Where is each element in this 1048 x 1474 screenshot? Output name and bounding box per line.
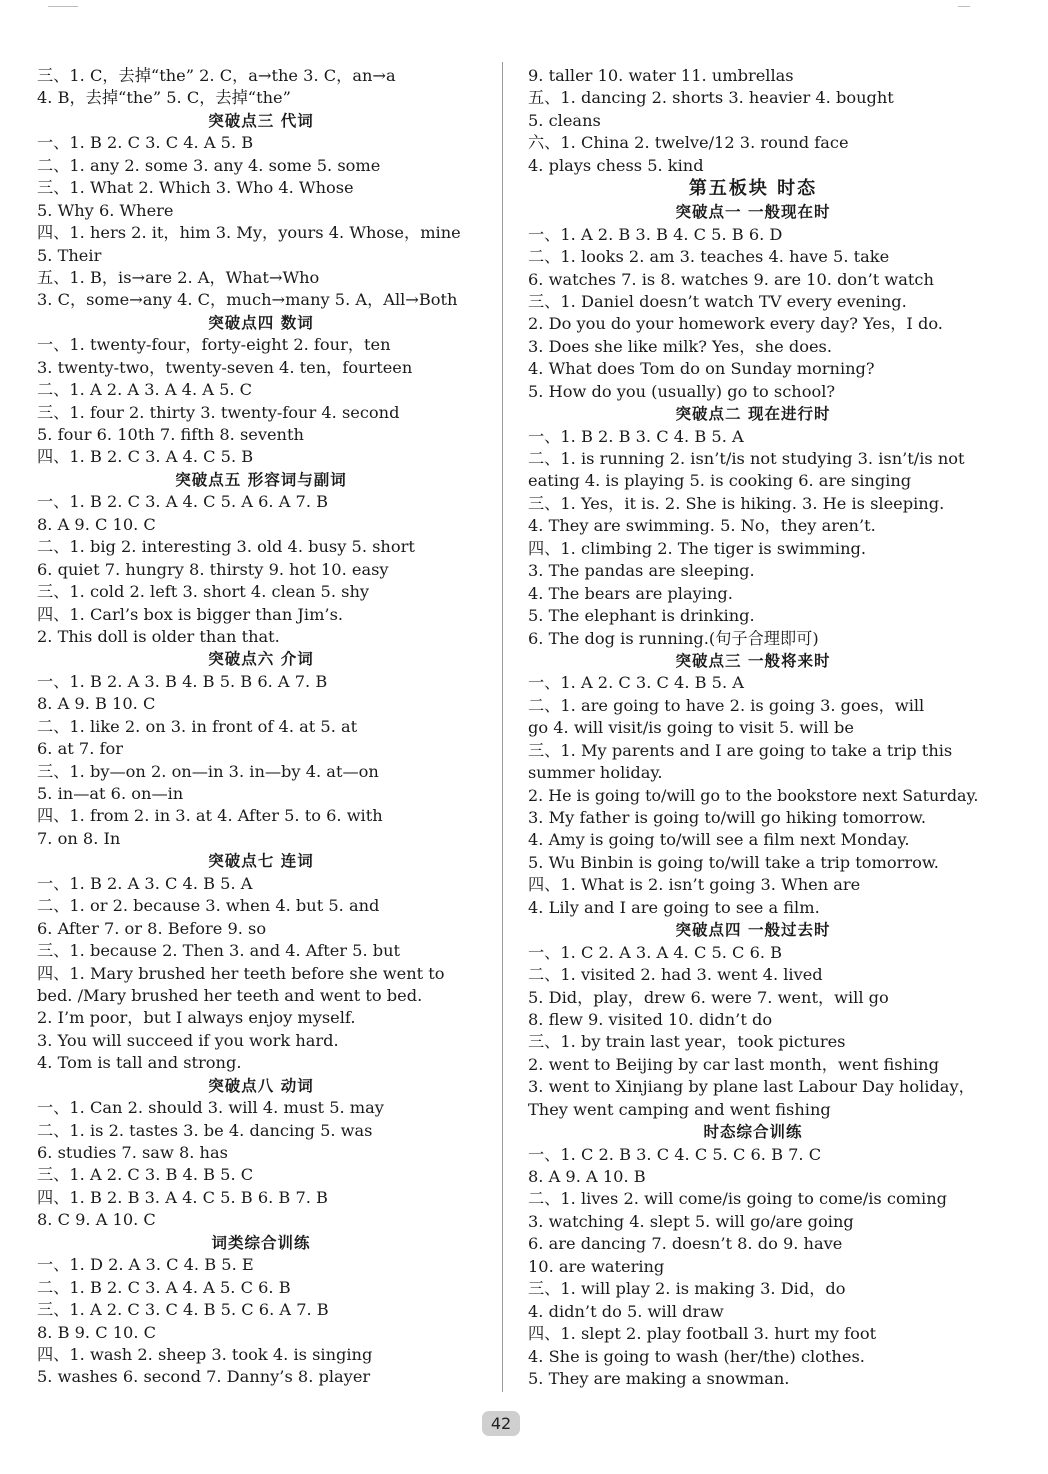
right-answer-line: 4. She is going to wash (her/the) clothes. [528,1346,865,1366]
left-answer-line: 2. I’m poor，but I always enjoy myself. [37,1008,356,1028]
section-heading: 突破点七 连词 [208,852,314,871]
section-heading: 突破点一 一般现在时 [675,203,831,222]
right-answer-line: 三、1. will play 2. is making 3. Did，do [528,1279,846,1299]
right-answer-line: 三、1. My parents and I are going to take a trip this [528,740,953,760]
section-heading: 突破点三 代词 [208,111,314,130]
right-answer-line: 一、1. A 2. C 3. C 4. B 5. A [528,673,744,693]
left-answer-line: 二、1. any 2. some 3. any 4. some 5. some [37,155,381,175]
right-answer-line: 9. taller 10. water 11. umbrellas [528,66,794,85]
right-answer-line: 6. The dog is running.(句子合理即可) [528,628,819,648]
section-heading: 突破点四 一般过去时 [675,921,831,940]
right-answer-line: 3. watching 4. slept 5. will go/are going [528,1211,854,1231]
left-answer-line: 三、1. A 2. C 3. C 4. B 5. C 6. A 7. B [37,1300,329,1320]
left-answer-line: 三、1. C，去掉“the” 2. C，a→the 3. C，an→a [37,66,396,85]
column-divider [502,62,503,1392]
top-right-rule [958,6,970,7]
left-answer-line: 一、1. B 2. C 3. C 4. A 5. B [37,133,254,153]
right-answer-line: 一、1. C 2. A 3. A 4. C 5. C 6. B [528,942,783,962]
left-answer-line: 4. Tom is tall and strong. [37,1053,242,1073]
right-answer-line: 5. The elephant is drinking. [528,606,755,626]
left-answer-line: 5. Why 6. Where [37,200,174,220]
right-answer-line: 二、1. is running 2. isn’t/is not studying 3. isn’t/is not [528,449,965,468]
left-answer-line: 2. This doll is older than that. [37,626,280,646]
left-answer-line: 三、1. four 2. thirty 3. twenty-four 4. second [37,402,400,422]
left-answer-line: 一、1. B 2. A 3. B 4. B 5. B 6. A 7. B [37,671,328,691]
right-answer-line: 4. The bears are playing. [528,583,733,603]
left-answer-line: 一、1. B 2. A 3. C 4. B 5. A [37,873,253,893]
left-answer-line: 6. studies 7. saw 8. has [37,1143,228,1162]
left-answer-line: 8. A 9. B 10. C [37,694,156,714]
right-answer-line: 4. What does Tom do on Sunday morning? [528,359,875,379]
section-heading: 突破点二 现在进行时 [675,405,831,424]
left-answer-line: 3. twenty-two，twenty-seven 4. ten，fourteen [37,357,413,377]
right-answer-line: 一、1. B 2. B 3. C 4. B 5. A [528,426,744,446]
right-answer-line: 四、1. climbing 2. The tiger is swimming. [528,538,867,558]
answer-column-right [528,65,978,1390]
unit-heading: 第五板块 时态 [688,178,818,200]
page-number-badge: 42 [482,1411,520,1436]
right-answer-line: 2. went to Beijing by car last month，went fishing [528,1054,939,1074]
right-answer-line: 一、1. C 2. B 3. C 4. C 5. C 6. B 7. C [528,1144,822,1164]
right-answer-line: 5. cleans [528,110,601,130]
left-answer-line: 6. After 7. or 8. Before 9. so [37,918,267,938]
left-answer-line: 四、1. hers 2. it，him 3. My，yours 4. Whose，mine [37,223,461,243]
right-answer-line: 4. didn’t do 5. will draw [528,1301,724,1321]
right-answer-line: 2. Do you do your homework every day? Yes，I do. [528,314,943,334]
left-answer-line: 四、1. B 2. C 3. A 4. C 5. B [37,447,254,467]
section-heading: 突破点四 数词 [208,313,314,332]
section-heading: 突破点三 一般将来时 [675,651,831,670]
right-answer-line: 2. He is going to/will go to the bookstore next Saturday. [528,785,979,805]
left-answer-line: 5. four 6. 10th 7. fifth 8. seventh [37,425,304,444]
left-answer-line: 二、1. like 2. on 3. in front of 4. at 5. at [37,716,358,736]
left-answer-line: 三、1. What 2. Which 3. Who 4. Whose [37,178,354,198]
left-answer-line: 二、1. B 2. C 3. A 4. A 5. C 6. B [37,1277,291,1297]
section-heading: 突破点五 形容词与副词 [175,470,347,489]
left-answer-line: 三、1. cold 2. left 3. short 4. clean 5. shy [37,582,370,602]
right-answer-line: 五、1. dancing 2. shorts 3. heavier 4. bought [528,88,894,108]
left-answer-line: 8. C 9. A 10. C [37,1210,156,1230]
left-answer-line: 四、1. wash 2. sheep 3. took 4. is singing [37,1344,373,1364]
left-answer-line: 5. Their [37,245,102,265]
left-answer-line: bed. /Mary brushed her teeth and went to bed. [37,985,423,1005]
right-answer-line: 三、1. Daniel doesn’t watch TV every evening. [528,291,907,311]
left-answer-line: 8. B 9. C 10. C [37,1322,157,1342]
left-answer-line: 5. in—at 6. on—in [37,784,184,803]
right-answer-line: 4. Amy is going to/will see a film next Monday. [528,830,910,850]
answer-column-left [37,65,485,1389]
right-answer-line: 四、1. slept 2. play football 3. hurt my foot [528,1324,877,1344]
left-answer-line: 三、1. A 2. C 3. B 4. B 5. C [37,1165,254,1185]
right-answer-line: 4. plays chess 5. kind [528,155,704,175]
left-answer-line: 3. C，some→any 4. C，much→many 5. A，All→Both [37,290,458,310]
right-answer-line: 5. Did，play，drew 6. were 7. went，will go [528,987,889,1007]
left-answer-line: 四、1. from 2. in 3. at 4. After 5. to 6. with [37,806,383,826]
right-answer-line: 3. Does she like milk? Yes，she does. [528,336,832,356]
right-answer-line: 一、1. A 2. B 3. B 4. C 5. B 6. D [528,224,783,244]
right-answer-line: 5. How do you (usually) go to school? [528,381,836,401]
left-answer-line: 一、1. twenty-four，forty-eight 2. four，ten [37,335,391,355]
section-heading: 突破点六 介词 [208,650,314,669]
left-answer-line: 一、1. D 2. A 3. C 4. B 5. E [37,1255,254,1275]
right-answer-line: 8. flew 9. visited 10. didn’t do [528,1009,773,1029]
left-answer-line: 二、1. A 2. A 3. A 4. A 5. C [37,380,253,400]
right-answer-line: 8. A 9. A 10. B [528,1167,646,1186]
right-answer-line: 二、1. looks 2. am 3. teaches 4. have 5. take [528,247,890,267]
left-answer-line: 二、1. is 2. tastes 3. be 4. dancing 5. was [37,1120,373,1140]
right-answer-line: 二、1. are going to have 2. is going 3. goes，will [528,695,925,715]
right-answer-line: 二、1. visited 2. had 3. went 4. lived [528,965,823,985]
right-answer-line: 3. went to Xinjiang by plane last Labour Day holiday， [528,1077,975,1097]
right-answer-line: 6. watches 7. is 8. watches 9. are 10. don’t watch [528,269,934,289]
right-answer-line: 3. The pandas are sleeping. [528,561,755,581]
right-answer-line: 二、1. lives 2. will come/is going to come/is coming [528,1189,948,1209]
left-answer-line: 三、1. by—on 2. on—in 3. in—by 4. at—on [37,761,379,781]
right-answer-line: They went camping and went fishing [528,1099,831,1119]
right-answer-line: 4. They are swimming. 5. No，they aren’t. [528,516,876,536]
right-answer-line: 三、1. Yes，it is. 2. She is hiking. 3. He is sleeping. [528,493,945,513]
left-answer-line: 5. washes 6. second 7. Danny’s 8. player [37,1367,371,1387]
right-answer-line: 3. My father is going to/will go hiking tomorrow. [528,808,926,827]
right-answer-line: 三、1. by train last year，took pictures [528,1032,846,1052]
top-left-rule [48,6,78,7]
left-answer-line: 四、1. B 2. B 3. A 4. C 5. B 6. B 7. B [37,1187,328,1207]
right-answer-line: 六、1. China 2. twelve/12 3. round face [528,133,849,153]
right-answer-line: 四、1. What is 2. isn’t going 3. When are [528,875,861,895]
left-answer-line: 二、1. big 2. interesting 3. old 4. busy 5. short [37,537,415,557]
right-answer-line: 10. are watering [528,1256,665,1276]
right-answer-line: go 4. will visit/is going to visit 5. will be [528,718,854,738]
section-heading: 时态综合训练 [703,1123,803,1142]
left-answer-line: 四、1. Carl’s box is bigger than Jim’s. [37,604,344,624]
right-answer-line: summer holiday. [528,763,663,783]
section-heading: 突破点八 动词 [208,1076,314,1095]
left-answer-line: 4. B，去掉“the” 5. C，去掉“the” [37,88,291,108]
left-answer-line: 3. You will succeed if you work hard. [37,1030,339,1050]
right-answer-line: 4. Lily and I are going to see a film. [528,897,820,917]
left-answer-line: 五、1. B，is→are 2. A，What→Who [37,267,320,287]
left-answer-line: 6. at 7. for [37,739,123,759]
right-answer-line: eating 4. is playing 5. is cooking 6. are singing [528,471,912,491]
section-heading: 词类综合训练 [211,1233,311,1252]
left-answer-line: 6. quiet 7. hungry 8. thirsty 9. hot 10. easy [37,559,389,579]
left-answer-line: 二、1. or 2. because 3. when 4. but 5. and [37,896,380,916]
left-answer-line: 一、1. B 2. C 3. A 4. C 5. A 6. A 7. B [37,492,329,512]
left-answer-line: 一、1. Can 2. should 3. will 4. must 5. may [37,1098,384,1118]
right-answer-line: 5. Wu Binbin is going to/will take a trip tomorrow. [528,852,939,872]
right-answer-line: 6. are dancing 7. doesn’t 8. do 9. have [528,1234,843,1254]
right-answer-line: 5. They are making a snowman. [528,1368,790,1388]
left-answer-line: 8. A 9. C 10. C [37,514,156,534]
left-answer-line: 四、1. Mary brushed her teeth before she went to [37,963,445,983]
left-answer-line: 三、1. because 2. Then 3. and 4. After 5. but [37,941,401,961]
left-answer-line: 7. on 8. In [37,828,121,848]
